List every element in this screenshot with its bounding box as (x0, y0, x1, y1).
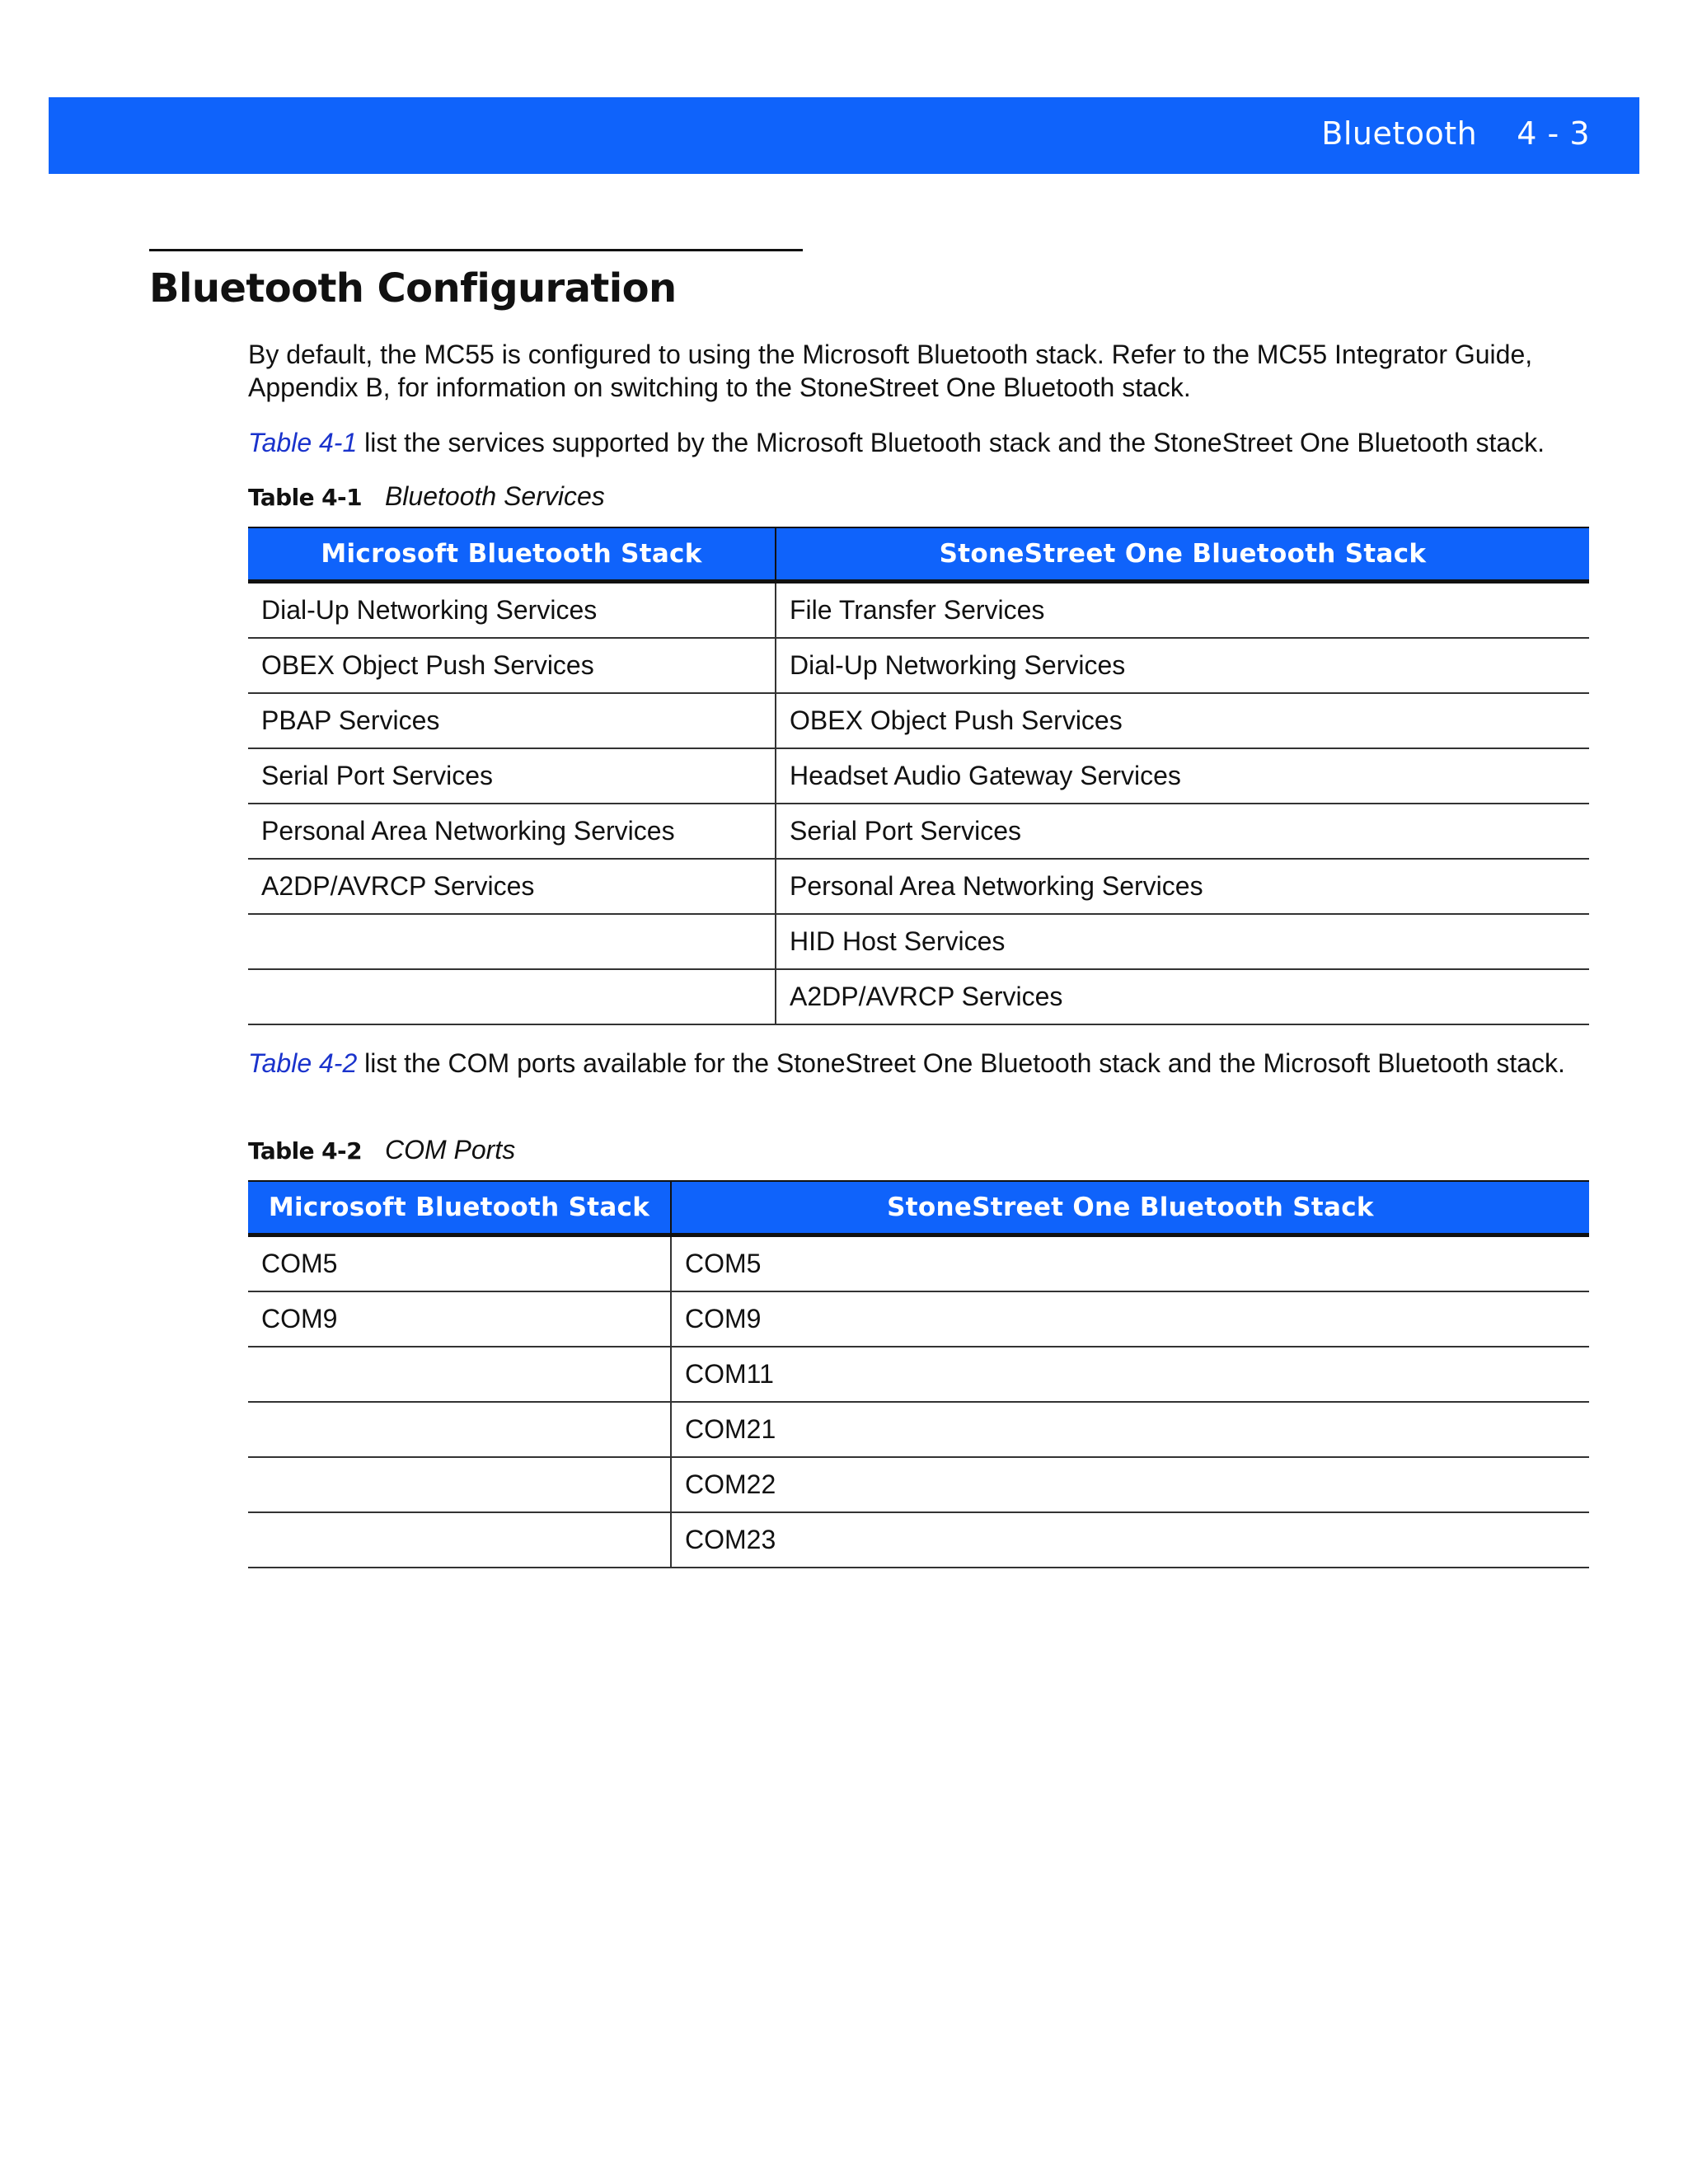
table-cell: Headset Audio Gateway Services (776, 748, 1589, 804)
table-row (248, 1512, 1589, 1568)
table2-intro-paragraph (248, 1047, 1600, 1080)
intro-paragraph: By default, the MC55 is configured to using the Microsoft Bluetooth stack. Refer to the MC55 Integrator Guide, Appendix B, for information on switching to the StoneStreet One Bluetooth stack. (248, 340, 1533, 402)
table-cell: COM22 (671, 1457, 1589, 1512)
table1-link[interactable]: Table 4-1 (248, 428, 358, 457)
table-cell: Personal Area Networking Services (776, 859, 1589, 914)
column-header: Microsoft Bluetooth Stack (248, 527, 776, 582)
table-cell: COM23 (671, 1512, 1589, 1568)
table-cell: COM11 (671, 1347, 1589, 1402)
page-header-text (1321, 115, 1590, 152)
bluetooth-services-table (248, 527, 1589, 1025)
table1-intro-paragraph (248, 426, 1600, 459)
table1-caption (248, 481, 605, 512)
table-cell: COM9 (248, 1291, 671, 1347)
table-row (248, 1457, 1589, 1512)
table-cell (248, 1402, 671, 1457)
table1-intro-text: list the services supported by the Microsoft Bluetooth stack and the StoneStreet One Bluetooth stack. (357, 428, 1545, 457)
section-title-rule (149, 249, 803, 251)
table1-caption-title: Bluetooth Services (384, 481, 605, 511)
table-row (248, 638, 1589, 693)
column-header: StoneStreet One Bluetooth Stack (671, 1181, 1589, 1235)
table-cell: Serial Port Services (776, 804, 1589, 859)
table-cell (248, 1512, 671, 1568)
table-cell: Dial-Up Networking Services (248, 582, 776, 639)
table-row (248, 1291, 1589, 1347)
table-cell: COM21 (671, 1402, 1589, 1457)
table-cell: HID Host Services (776, 914, 1589, 969)
header-section-name: Bluetooth (1321, 115, 1478, 152)
table-cell: OBEX Object Push Services (776, 693, 1589, 748)
table-cell: COM5 (671, 1235, 1589, 1292)
table-cell: Personal Area Networking Services (248, 804, 776, 859)
table-cell: Serial Port Services (248, 748, 776, 804)
table2-caption-title: COM Ports (384, 1135, 516, 1165)
table-row (248, 1347, 1589, 1402)
table-row (248, 582, 1589, 639)
table2-link[interactable]: Table 4-2 (248, 1048, 358, 1078)
header-page-number: 4 - 3 (1517, 115, 1590, 152)
table-row (248, 804, 1589, 859)
page-header-band (49, 97, 1639, 174)
table-cell: Dial-Up Networking Services (776, 638, 1589, 693)
table2-caption-label: Table 4-2 (248, 1137, 362, 1165)
com-ports-table (248, 1180, 1589, 1568)
table-cell: PBAP Services (248, 693, 776, 748)
table-header-row (248, 1181, 1589, 1235)
table2-caption (248, 1135, 515, 1165)
table-row (248, 748, 1589, 804)
table-row (248, 969, 1589, 1024)
column-header: Microsoft Bluetooth Stack (248, 1181, 671, 1235)
section-title: Bluetooth Configuration (149, 265, 677, 312)
table-row (248, 914, 1589, 969)
table-cell: COM9 (671, 1291, 1589, 1347)
table-cell (248, 914, 776, 969)
table-header-row (248, 527, 1589, 582)
table-cell (248, 1457, 671, 1512)
table-cell: OBEX Object Push Services (248, 638, 776, 693)
table-row (248, 1235, 1589, 1292)
table2-intro-text: list the COM ports available for the StoneStreet One Bluetooth stack and the Microsoft Bluetooth stack. (357, 1048, 1565, 1078)
table-row (248, 693, 1589, 748)
table-row (248, 859, 1589, 914)
table-cell: File Transfer Services (776, 582, 1589, 639)
table-cell: A2DP/AVRCP Services (248, 859, 776, 914)
table-cell (248, 969, 776, 1024)
table1-caption-label: Table 4-1 (248, 484, 362, 511)
column-header: StoneStreet One Bluetooth Stack (776, 527, 1589, 582)
table-cell: COM5 (248, 1235, 671, 1292)
table-cell (248, 1347, 671, 1402)
table-row (248, 1402, 1589, 1457)
table-cell: A2DP/AVRCP Services (776, 969, 1589, 1024)
